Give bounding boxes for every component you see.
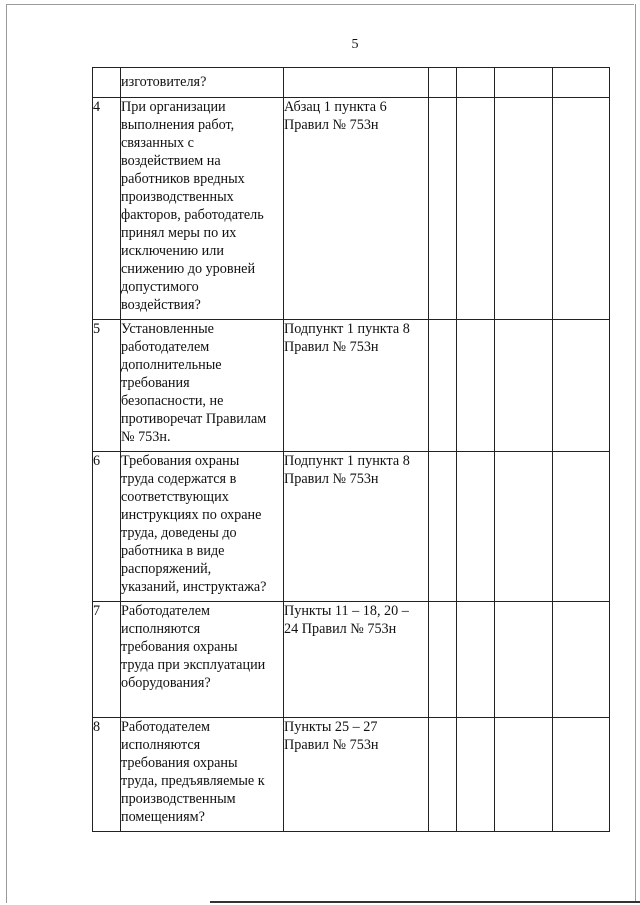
table-row — [93, 320, 610, 452]
answer-na-cell — [495, 68, 553, 98]
question-line: инструкциях по охране — [121, 507, 262, 523]
table-row — [93, 452, 610, 602]
answer-no-cell — [457, 718, 495, 832]
question-line: Требования охраны — [121, 453, 240, 469]
reference-line: Подпункт 1 пункта 8 — [284, 321, 410, 337]
question-line: безопасности, не — [121, 393, 224, 409]
scan-edge-bottom — [210, 901, 640, 903]
comment-cell — [553, 98, 610, 320]
answer-yes-cell — [429, 718, 457, 832]
answer-no-cell — [457, 98, 495, 320]
comment-cell — [553, 68, 610, 98]
reference-line: Правил № 753н — [284, 117, 379, 133]
reference-line: 24 Правил № 753н — [284, 621, 397, 637]
answer-yes-cell — [429, 602, 457, 718]
question-line: факторов, работодатель — [121, 207, 264, 223]
reference-line: Пункты 25 – 27 — [284, 719, 378, 735]
question-line: При организации — [121, 99, 226, 115]
table-body — [93, 68, 610, 832]
question-line: работника в виде — [121, 543, 225, 559]
question-line: помещениям? — [121, 809, 205, 825]
row-number — [93, 68, 121, 98]
question-line: Работодателем — [121, 603, 211, 619]
question-cell — [121, 602, 284, 718]
answer-no-cell — [457, 68, 495, 98]
question-line: исключению или — [121, 243, 224, 259]
question-line: изготовителя? — [121, 74, 207, 90]
scan-edge-left — [6, 4, 7, 903]
question-line: требования охраны — [121, 639, 238, 655]
table-row — [93, 602, 610, 718]
question-line: труда при эксплуатации — [121, 657, 266, 673]
table-row — [93, 718, 610, 832]
question-line: № 753н. — [121, 429, 171, 445]
reference-cell — [284, 68, 429, 98]
reference-line: Правил № 753н — [284, 471, 379, 487]
row-number: 8 — [93, 718, 121, 832]
question-line: работодателем — [121, 339, 210, 355]
answer-yes-cell — [429, 98, 457, 320]
reference-line: Пункты 11 – 18, 20 – — [284, 603, 409, 619]
question-line: снижению до уровней — [121, 261, 256, 277]
answer-na-cell — [495, 602, 553, 718]
answer-na-cell — [495, 452, 553, 602]
question-cell — [121, 718, 284, 832]
answer-na-cell — [495, 718, 553, 832]
reference-line: Правил № 753н — [284, 339, 379, 355]
question-line: соответствующих — [121, 489, 229, 505]
reference-line: Абзац 1 пункта 6 — [284, 99, 387, 115]
question-line: работников вредных — [121, 171, 245, 187]
answer-no-cell — [457, 320, 495, 452]
answer-yes-cell — [429, 320, 457, 452]
row-number: 7 — [93, 602, 121, 718]
reference-cell — [284, 602, 429, 718]
reference-line: Подпункт 1 пункта 8 — [284, 453, 410, 469]
comment-cell — [553, 602, 610, 718]
question-line: производственным — [121, 791, 236, 807]
question-line: труда содержатся в — [121, 471, 237, 487]
question-line: распоряжений, — [121, 561, 212, 577]
checklist-table — [92, 67, 610, 832]
question-line: требования — [121, 375, 190, 391]
question-line: связанных с — [121, 135, 194, 151]
table-row — [93, 68, 610, 98]
question-line: указаний, инструктажа? — [121, 579, 267, 595]
reference-cell — [284, 320, 429, 452]
question-line: производственных — [121, 189, 234, 205]
reference-cell — [284, 452, 429, 602]
page-number: 5 — [351, 37, 359, 52]
row-number: 5 — [93, 320, 121, 452]
reference-cell — [284, 718, 429, 832]
question-line: воздействия? — [121, 297, 201, 313]
question-line: труда, предъявляемые к — [121, 773, 265, 789]
reference-line: Правил № 753н — [284, 737, 379, 753]
comment-cell — [553, 718, 610, 832]
question-line: требования охраны — [121, 755, 238, 771]
question-line: исполняются — [121, 737, 201, 753]
answer-no-cell — [457, 452, 495, 602]
question-line: выполнения работ, — [121, 117, 235, 133]
question-line: Установленные — [121, 321, 214, 337]
scan-edge-top — [6, 4, 634, 5]
question-line: оборудования? — [121, 675, 211, 691]
question-line: противоречат Правилам — [121, 411, 267, 427]
question-line: исполняются — [121, 621, 201, 637]
scan-edge-right — [635, 4, 636, 903]
question-cell — [121, 452, 284, 602]
reference-cell — [284, 98, 429, 320]
question-line: Работодателем — [121, 719, 211, 735]
answer-na-cell — [495, 98, 553, 320]
answer-no-cell — [457, 602, 495, 718]
answer-yes-cell — [429, 452, 457, 602]
answer-yes-cell — [429, 68, 457, 98]
table-row — [93, 98, 610, 320]
question-cell — [121, 98, 284, 320]
question-line: воздействием на — [121, 153, 221, 169]
row-number: 4 — [93, 98, 121, 320]
comment-cell — [553, 320, 610, 452]
question-line: труда, доведены до — [121, 525, 237, 541]
question-line: принял меры по их — [121, 225, 237, 241]
question-cell — [121, 320, 284, 452]
row-number: 6 — [93, 452, 121, 602]
question-line: допустимого — [121, 279, 199, 295]
comment-cell — [553, 452, 610, 602]
question-line: дополнительные — [121, 357, 222, 373]
question-cell — [121, 68, 284, 98]
answer-na-cell — [495, 320, 553, 452]
